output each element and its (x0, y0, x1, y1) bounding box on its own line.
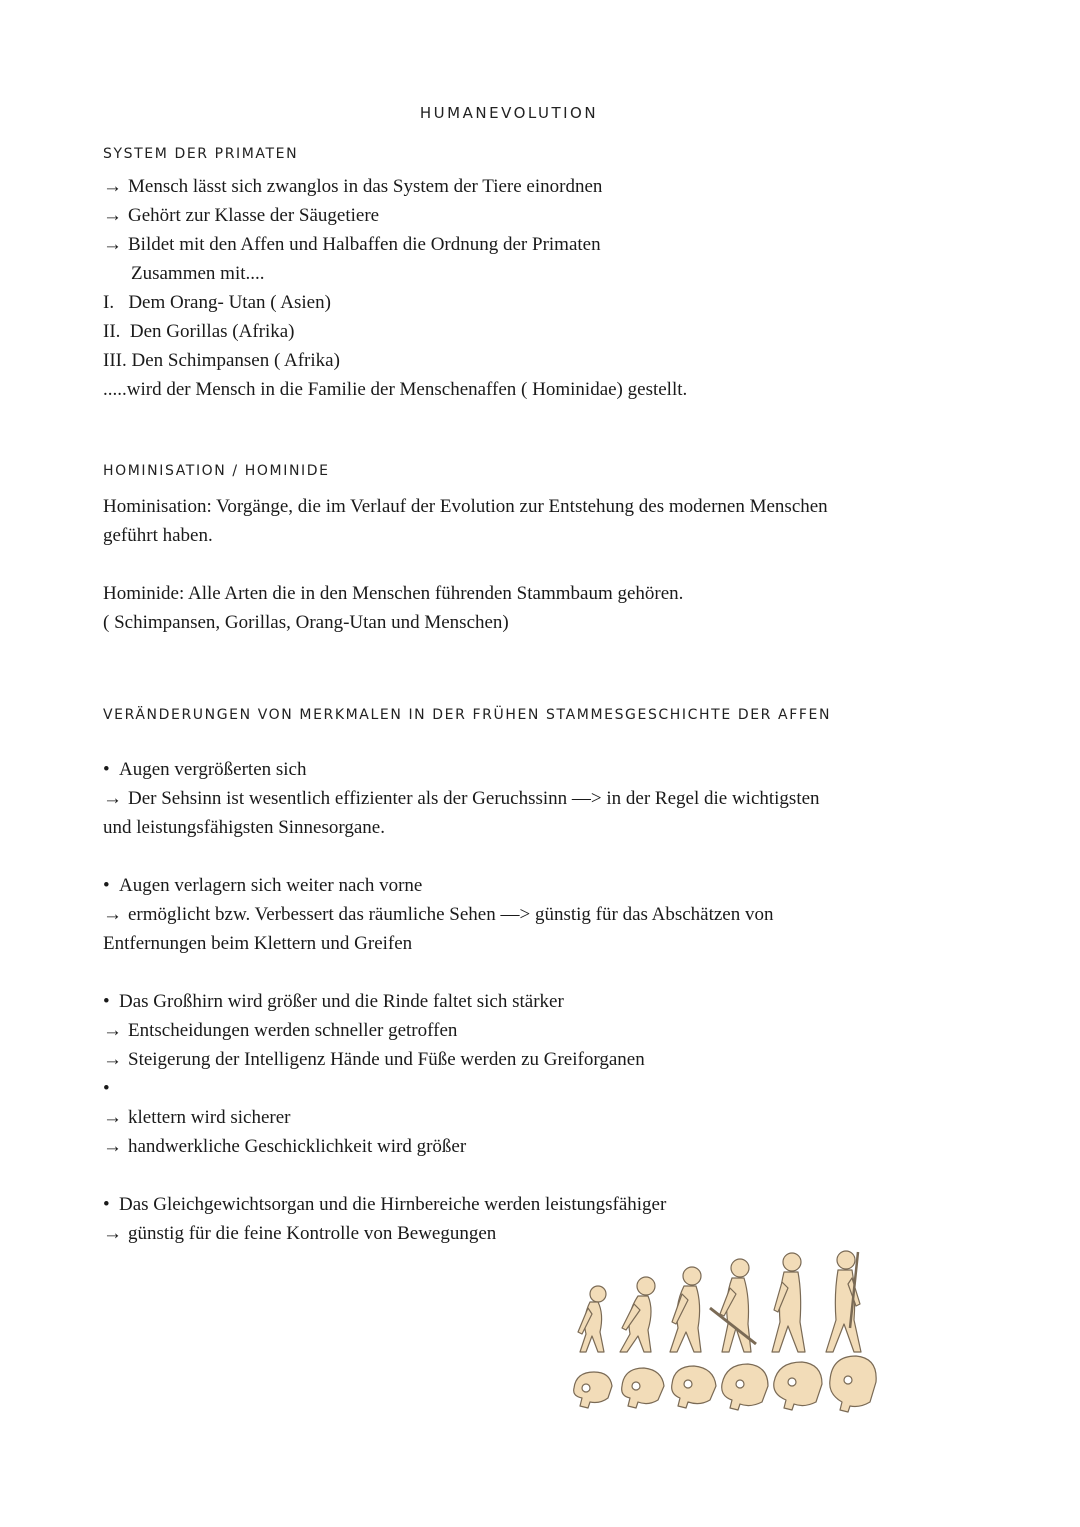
skull-icon (672, 1366, 716, 1408)
text-line: Hominide: Alle Arten die in den Menschen führenden Stammbaum gehören. (103, 583, 684, 604)
text-line: geführt haben. (103, 525, 213, 546)
line-text: Der Sehsinn ist wesentlich effizienter als der Geruchssinn —> in der Regel die wichtigsten (128, 788, 820, 809)
bullet-item (103, 1190, 666, 1219)
skull-icon (574, 1372, 612, 1408)
skull-icon (830, 1356, 876, 1412)
text-line: ( Schimpansen, Gorillas, Orang-Utan und Menschen) (103, 612, 509, 633)
line-text: ermöglicht bzw. Verbessert das räumliche Sehen —> günstig für das Abschätzen von (128, 904, 774, 925)
bullet-icon: • (103, 875, 110, 896)
bullet-item (103, 755, 306, 784)
skull-icon (622, 1368, 664, 1408)
bullet-icon: • (103, 759, 110, 780)
list-item-roman: III. Den Schimpansen ( Afrika) (103, 350, 340, 371)
primate-figure-icon (710, 1259, 756, 1352)
text-line (103, 900, 773, 929)
arrow-icon: → (103, 176, 122, 197)
human-figure-icon (826, 1251, 861, 1352)
text-line (103, 1016, 457, 1045)
heading-veraenderungen: VERÄNDERUNGEN VON MERKMALEN IN DER FRÜHEN STAMMESGESCHICHTE DER AFFEN (103, 707, 832, 723)
arrow-icon: → (103, 234, 122, 255)
heading-hominisation: HOMINISATION / HOMINIDE (103, 463, 330, 479)
bullet-icon: • (103, 991, 110, 1012)
line-text: Augen verlagern sich weiter nach vorne (119, 875, 423, 896)
text-line (103, 1103, 290, 1132)
arrow-icon: → (103, 788, 122, 809)
line-text: günstig für die feine Kontrolle von Bewegungen (128, 1223, 497, 1244)
bullet-item (103, 987, 564, 1016)
line-text: Das Gleichgewichtsorgan und die Hirnbereiche werden leistungsfähiger (119, 1194, 667, 1215)
human-figure-icon (772, 1253, 805, 1352)
text-line (103, 230, 601, 259)
line-text: Mensch lässt sich zwanglos in das System der Tiere einordnen (128, 176, 603, 197)
bullet-item (103, 871, 422, 900)
primate-figure-icon (620, 1277, 655, 1352)
text-line (103, 201, 379, 230)
text-line (103, 1219, 496, 1248)
text-line: Entfernungen beim Klettern und Greifen (103, 933, 413, 954)
arrow-icon: → (103, 1049, 122, 1070)
bullet-icon: • (103, 1078, 110, 1099)
line-text: Entscheidungen werden schneller getroffen (128, 1020, 458, 1041)
primate-figure-icon (670, 1267, 701, 1352)
skull-icon (722, 1364, 768, 1410)
skull-icon (774, 1362, 822, 1410)
arrow-icon: → (103, 205, 122, 226)
line-text: Bildet mit den Affen und Halbaffen die Ordnung der Primaten (128, 234, 601, 255)
line-text: Gehört zur Klasse der Säugetiere (128, 205, 380, 226)
primate-figure-icon (578, 1286, 606, 1352)
arrow-icon: → (103, 1107, 122, 1128)
line-text: Augen vergrößerten sich (119, 759, 307, 780)
text-line: .....wird der Mensch in die Familie der Menschenaffen ( Hominidae) gestellt. (103, 379, 688, 400)
arrow-icon: → (103, 1020, 122, 1041)
text-line (103, 784, 820, 813)
line-text: klettern wird sicherer (128, 1107, 291, 1128)
text-line (103, 1132, 466, 1161)
list-item-roman: I. Dem Orang- Utan ( Asien) (103, 292, 331, 313)
text-line (103, 1045, 645, 1074)
text-line: Zusammen mit.... (131, 263, 265, 284)
text-line (103, 172, 602, 201)
bullet-item-empty (103, 1074, 119, 1103)
line-text: Steigerung der Intelligenz Hände und Füße werden zu Greiforganen (128, 1049, 645, 1070)
page-title: HUMANEVOLUTION (419, 104, 599, 122)
text-line: und leistungsfähigsten Sinnesorgane. (103, 817, 385, 838)
text-line: Hominisation: Vorgänge, die im Verlauf der Evolution zur Entstehung des modernen Menschen (103, 496, 828, 517)
arrow-icon: → (103, 904, 122, 925)
line-text: Das Großhirn wird größer und die Rinde faltet sich stärker (119, 991, 564, 1012)
heading-system-der-primaten: SYSTEM DER PRIMATEN (103, 146, 299, 162)
bullet-icon: • (103, 1194, 110, 1215)
list-item-roman: II. Den Gorillas (Afrika) (103, 321, 295, 342)
arrow-icon: → (103, 1136, 122, 1157)
evolution-illustration (560, 1248, 890, 1428)
arrow-icon: → (103, 1223, 122, 1244)
line-text: handwerkliche Geschicklichkeit wird größer (128, 1136, 467, 1157)
